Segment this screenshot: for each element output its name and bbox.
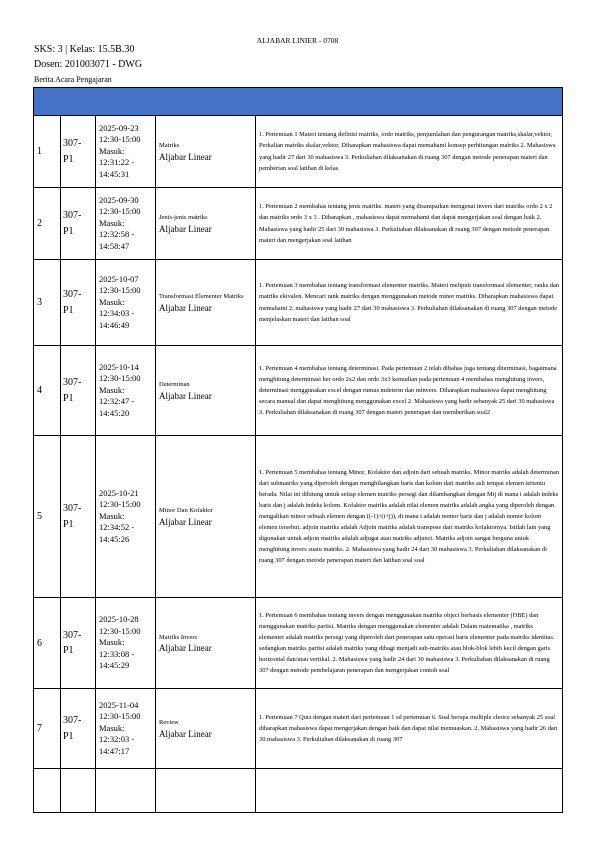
room-suffix: P1 bbox=[63, 518, 74, 530]
masuk-label: Masuk: bbox=[99, 296, 125, 307]
check-out-time: 14:45:31 bbox=[99, 168, 130, 179]
schedule-cell bbox=[96, 689, 156, 769]
session-time: 12:30-15:00 bbox=[99, 373, 141, 384]
check-out-time: 14:45:26 bbox=[99, 533, 130, 544]
room-suffix: P1 bbox=[63, 304, 74, 316]
session-description: 1. Pertemuan 3 membahas tentang transformasi elementer matriks. Materi meliputi transformasi elementer, ranks dan matriks ekivalen. Mencari rank matriks dengan menggunakan metode minor matriks. Diharapkan mahasiswa dapat memahami 2. mahasiswa yang hadir 27 dari 30 mahasiswa 3. Perkuliahan dilaksanakan di ruang 307 dengan metode menjelaskan materi dan latihan soal bbox=[256, 260, 563, 346]
check-in-time: 12:32:58 - bbox=[99, 229, 135, 240]
topic-title: Matriks Invers bbox=[159, 633, 198, 641]
session-date: 2025-09-23 bbox=[99, 122, 139, 133]
session-time: 12:30-15:00 bbox=[99, 134, 141, 145]
topic-cell bbox=[156, 346, 256, 436]
empty-row bbox=[34, 769, 563, 813]
topic-title: Review bbox=[159, 719, 179, 727]
topic-title: Matriks bbox=[159, 142, 180, 150]
room-cell bbox=[61, 346, 96, 436]
room-suffix: P1 bbox=[63, 392, 74, 404]
topic-title: Jenis-jenis matriks bbox=[159, 214, 208, 222]
table-row bbox=[34, 598, 563, 689]
course-name: Aljabar Linear bbox=[159, 302, 212, 313]
topic-cell bbox=[156, 436, 256, 598]
session-date: 2025-11-04 bbox=[99, 699, 139, 710]
session-number: 1 bbox=[34, 116, 61, 188]
table-row bbox=[34, 346, 563, 436]
session-description: 1. Pertemuan 5 membahas tentang Minor, Kofaktor dan adjoin dari sebuah matriks. Minor matriks adalah determinan dari submatriks yang diperoleh dengan menghilangkan baris dan kolom dari matriks asli tempat elemen tertentu berada. Nilai ini dihitung untuk setiap elemen matriks persegi dan dilambangkan dengan Mij di mana i adalah indeks baris dan j adalah indeks kolom. Kofaktor matriks adalah nilai elemen matriks adalah angka yang diperoleh dengan mengalikan minor sebuah elemen dengan ((-1)^(i+j)), di mana i adalah nomor baris dan j adalah nomor kolom elemen tersebut. adjoin matriks adalah Adjoin matriks adalah transpose dari matriks kofaktornya. Istilah lain yang digunakan untuk adjoin matriks adalah adjugat atau matriks adjunct. Matriks adjoin sangat berguna untuk menghitung invers suatu matriks. 2. Mahasiswa yang hadir 24 dari 30 mahasiswa 3. Perkuliahan dilaksanakan di ruang 307 dengan metode penerapan materi dan latihan soal soal bbox=[256, 436, 563, 598]
masuk-label: Masuk: bbox=[99, 510, 125, 521]
room-code: 307- bbox=[63, 210, 82, 221]
topic-cell bbox=[156, 116, 256, 188]
room-suffix: P1 bbox=[63, 153, 74, 165]
session-number: 7 bbox=[34, 689, 61, 769]
table-row bbox=[34, 436, 563, 598]
course-name: Aljabar Linear bbox=[159, 151, 212, 162]
session-date: 2025-10-21 bbox=[99, 487, 139, 498]
session-time: 12:30-15:00 bbox=[99, 711, 141, 722]
section-label: Berita Acara Pengajaran bbox=[34, 75, 112, 84]
check-in-time: 12:33:08 - bbox=[99, 648, 135, 659]
room-code: 307- bbox=[63, 503, 82, 514]
table-row bbox=[34, 260, 563, 346]
room-code: 307- bbox=[63, 289, 82, 300]
schedule-cell bbox=[96, 436, 156, 598]
session-description: 1. Pertemuan 1 Materi tentang definisi matriks, ordo matriks, penjumlahan dan pengurangan matriks,skalar,vektor, Perkalian matriks skalar,vektor, Diharapkan mahasiswa dapat memahami konsep perhitungan matriks 2. Mahasiswa yang hadir 27 dari 30 mahasiswa 3. Perkuliahan dilaksanakan di ruang 307 dengan metode penerapan materi dan pemberian soal latihan di kelas bbox=[256, 116, 563, 188]
session-number: 4 bbox=[34, 346, 61, 436]
topic-title: Transformasi Elementer Matriks bbox=[159, 293, 244, 301]
course-name: Aljabar Linear bbox=[159, 390, 212, 401]
schedule-cell bbox=[96, 598, 156, 689]
table-header-bar bbox=[34, 88, 563, 116]
masuk-label: Masuk: bbox=[99, 217, 125, 228]
teaching-log-table bbox=[33, 87, 563, 813]
check-out-time: 14:47:17 bbox=[99, 745, 130, 756]
session-number: 2 bbox=[34, 188, 61, 260]
room-cell bbox=[61, 598, 96, 689]
masuk-label: Masuk: bbox=[99, 637, 125, 648]
session-date: 2025-10-07 bbox=[99, 273, 139, 284]
sks-class-line: SKS: 3 | Kelas: 15.5B.30 bbox=[34, 44, 135, 55]
check-out-time: 14:45:20 bbox=[99, 407, 130, 418]
topic-title: Determinan bbox=[159, 381, 190, 389]
session-number: 3 bbox=[34, 260, 61, 346]
room-cell bbox=[61, 260, 96, 346]
lecturer-line: Dosen: 201003071 - DWG bbox=[34, 59, 143, 70]
course-name: Aljabar Linear bbox=[159, 223, 212, 234]
table-row bbox=[34, 689, 563, 769]
check-out-time: 14:46:49 bbox=[99, 319, 130, 330]
session-description: 1. Pertemuan 4 membahas tentang determinasi. Pada pertemuan 2 telah dibahas juga tentang diterminasi, bagaimana menghitung determinasi her ordo 2x2 dan ordo 3x3 kemudian pada pertemuan 4 membahas menghitung invers, determinasi menggunakan excel dengan rumus mdeterm dan minvers. Diharapkan mahasiswa dapat menghitung secara manual dan dapat menghitung menggunakan excel 2. Mahasiswa yang hadir sebanyak 25 dari 30 mahasiswa 3. Perkuliahan dilaksanakan di ruang 307 dengan materi penerapan dan memberikan soal2 bbox=[256, 346, 563, 436]
topic-cell bbox=[156, 188, 256, 260]
check-out-time: 14:45:29 bbox=[99, 660, 130, 671]
room-code: 307- bbox=[63, 138, 82, 149]
session-date: 2025-10-28 bbox=[99, 614, 139, 625]
course-name: Aljabar Linear bbox=[159, 516, 212, 527]
session-date: 2025-10-14 bbox=[99, 361, 139, 372]
session-description: 1. Pertemuan 6 membahas tentang invers dengan menggunakan matriks object berbasis elementer (OBE) dan menggunakan matriks partisi. Matriks dengan menggunakan elementer adalah Dalam matematika , matriks elementer adalah matriks persegi yang diperoleh dari penerapan satu operasi baris elementer pada matriks identitas. sedangkan matriks partisi adalah matriks yang dibagi menjadi sub-matriks atau blok-blok lebih kecil dengan garis horizontal dan/atau vertikal. 2. Mahasiswa yang hadir 24 dari 30 mahasiswa 3. Perkuliahan dilaksanakan di ruang 307 dengan metode pembelajaran penerapan dan mengerjakan contoh soal bbox=[256, 598, 563, 689]
room-code: 307- bbox=[63, 377, 82, 388]
course-name: Aljabar Linear bbox=[159, 643, 212, 654]
room-cell bbox=[61, 116, 96, 188]
topic-cell bbox=[156, 689, 256, 769]
session-time: 12:30-15:00 bbox=[99, 499, 141, 510]
room-suffix: P1 bbox=[63, 645, 74, 656]
room-cell bbox=[61, 188, 96, 260]
document-title: ALJABAR LINIER - 0708 bbox=[256, 36, 339, 45]
topic-title: Minor Dan Kofaktor bbox=[159, 507, 213, 515]
course-name: Aljabar Linear bbox=[159, 728, 212, 739]
check-out-time: 14:58:47 bbox=[99, 240, 130, 251]
session-time: 12:30-15:00 bbox=[99, 206, 141, 217]
check-in-time: 12:34:03 - bbox=[99, 308, 135, 319]
session-number: 6 bbox=[34, 598, 61, 689]
session-time: 12:30-15:00 bbox=[99, 285, 141, 296]
check-in-time: 12:31:22 - bbox=[99, 157, 135, 168]
session-date: 2025-09-30 bbox=[99, 194, 139, 205]
schedule-cell bbox=[96, 116, 156, 188]
topic-cell bbox=[156, 260, 256, 346]
session-number: 5 bbox=[34, 436, 61, 598]
schedule-cell bbox=[96, 260, 156, 346]
schedule-cell bbox=[96, 346, 156, 436]
masuk-label: Masuk: bbox=[99, 722, 125, 733]
schedule-cell bbox=[96, 188, 156, 260]
session-description: 1. Pertemuan 7 Quiz dengan materi dari pertemuan 1 sd pertemuan 6. Soal berupa multiple choice sebanyak 25 soal diharapkan mahasiswa dapat mengerjakan dengan baik dan dapat nilai memuaskan. 2. Mahasiswa yang hadir 26 dari 30 mahasiswa 3. Perkuliahan dilaksanakan di ruang 307 bbox=[256, 689, 563, 769]
table-row bbox=[34, 116, 563, 188]
room-suffix: P1 bbox=[63, 730, 74, 742]
check-in-time: 12:32:47 - bbox=[99, 396, 135, 407]
room-suffix: P1 bbox=[63, 225, 74, 237]
room-cell bbox=[61, 436, 96, 598]
masuk-label: Masuk: bbox=[99, 145, 125, 156]
table-row bbox=[34, 188, 563, 260]
check-in-time: 12:32:03 - bbox=[99, 734, 135, 745]
room-code: 307- bbox=[63, 715, 82, 726]
check-in-time: 12:34:52 - bbox=[99, 522, 135, 533]
room-code: 307- bbox=[63, 629, 82, 641]
masuk-label: Masuk: bbox=[99, 384, 125, 395]
session-description: 1. Pertemuan 2 membahas tentang jenis matriks. materi yang disampaikan mengenai invers dari matriks ordo 2 x 2 dan matriks ordo 3 x 3 . Diharapkan , mahasiswa dapat memahami dan dapat mengerjakan soal dengan baik 2. Mahasiswa yang hadir 25 dari 30 mahasiswa 3. Perkuliahan dilaksanakan di ruang 307 dengan metode penerapan materi dan mengerjakan soal latihan bbox=[256, 188, 563, 260]
session-time: 12:30-15:00 bbox=[99, 625, 141, 636]
room-cell bbox=[61, 689, 96, 769]
topic-cell bbox=[156, 598, 256, 689]
